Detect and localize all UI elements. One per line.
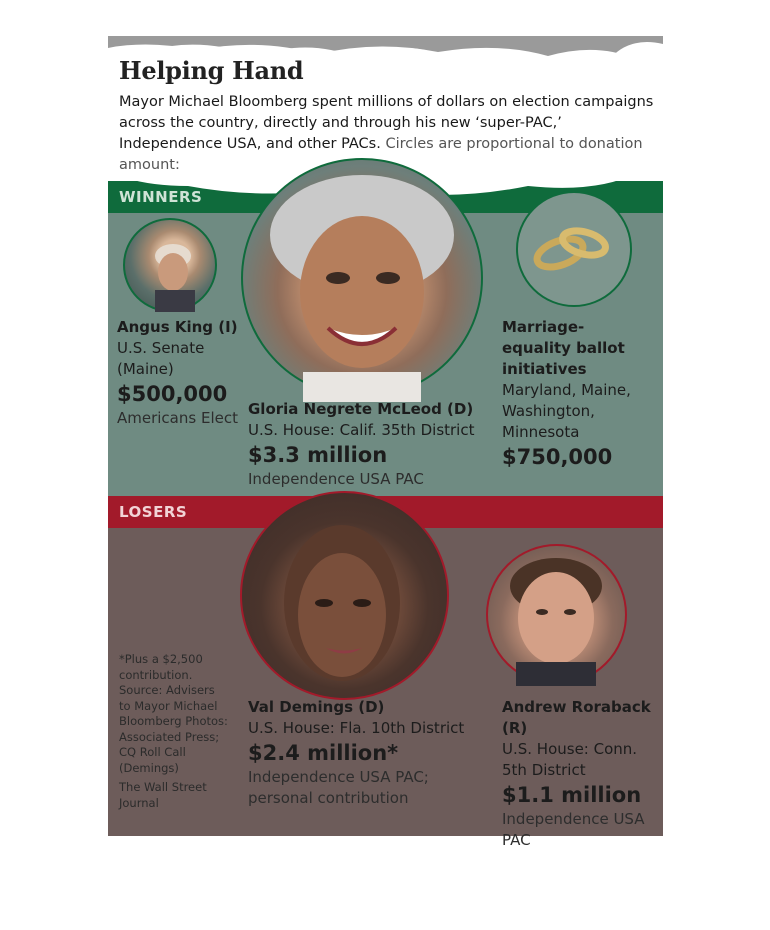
losers-label: LOSERS [119,503,188,521]
amount: $3.3 million [248,443,388,467]
val-demings-portrait [240,491,449,700]
marriage-equality-image [516,191,632,307]
funding-source: Independence USA PAC [248,470,424,488]
portrait-photo-icon [488,546,625,683]
portrait-photo-icon [243,160,481,396]
footnote-text: *Plus a $2,500 contribution. Source: Advisers to Mayor Michael Bloomberg Photos: Associated Press; CQ Roll Call (Demings) [119,652,228,775]
winners-label: WINNERS [119,188,203,206]
infographic-card [108,36,663,849]
race: U.S. Senate (Maine) [117,339,205,378]
amount: $750,000 [502,445,613,469]
andrew-roraback-text [502,697,654,851]
funding-source: Independence USA PAC [502,810,645,849]
race: U.S. House: Calif. 35th District [248,421,475,439]
gloria-mcleod-text [248,399,488,490]
andrew-roraback-portrait [486,544,627,685]
candidate-name: Angus King (I) [117,318,238,336]
credit-text: The Wall Street Journal [119,780,207,810]
candidate-name: Andrew Roraback (R) [502,698,651,737]
angus-king-portrait [123,218,217,312]
footnote [119,652,229,811]
gloria-mcleod-portrait [241,158,483,398]
funding-source: Americans Elect [117,409,238,427]
portrait-photo-icon [125,220,215,310]
initiative-name: Marriage-equality ballot initiatives [502,318,625,378]
funding-source: Independence USA PAC; personal contribution [248,768,429,807]
marriage-equality-text [502,317,652,471]
candidate-name: Val Demings (D) [248,698,385,716]
wedding-rings-icon [518,193,630,305]
portrait-photo-icon [242,493,447,698]
race: U.S. House: Fla. 10th District [248,719,465,737]
states: Maryland, Maine, Washington, Minnesota [502,381,631,441]
val-demings-text [248,697,473,809]
intro-main: Mayor Michael Bloomberg spent millions of dollars on election campaigns across the country, directly and through his new ‘super-PAC,’ Independence USA, and other PACs. [119,94,654,152]
race: U.S. House: Conn. 5th District [502,740,638,779]
candidate-name: Gloria Negrete McLeod (D) [248,400,474,418]
amount: $1.1 million [502,783,642,807]
angus-king-text [117,317,242,429]
amount: $500,000 [117,382,228,406]
intro-tail: Circles are proportional to donation amount: [119,136,643,173]
amount: $2.4 million* [248,741,399,765]
page-title: Helping Hand [119,56,304,85]
